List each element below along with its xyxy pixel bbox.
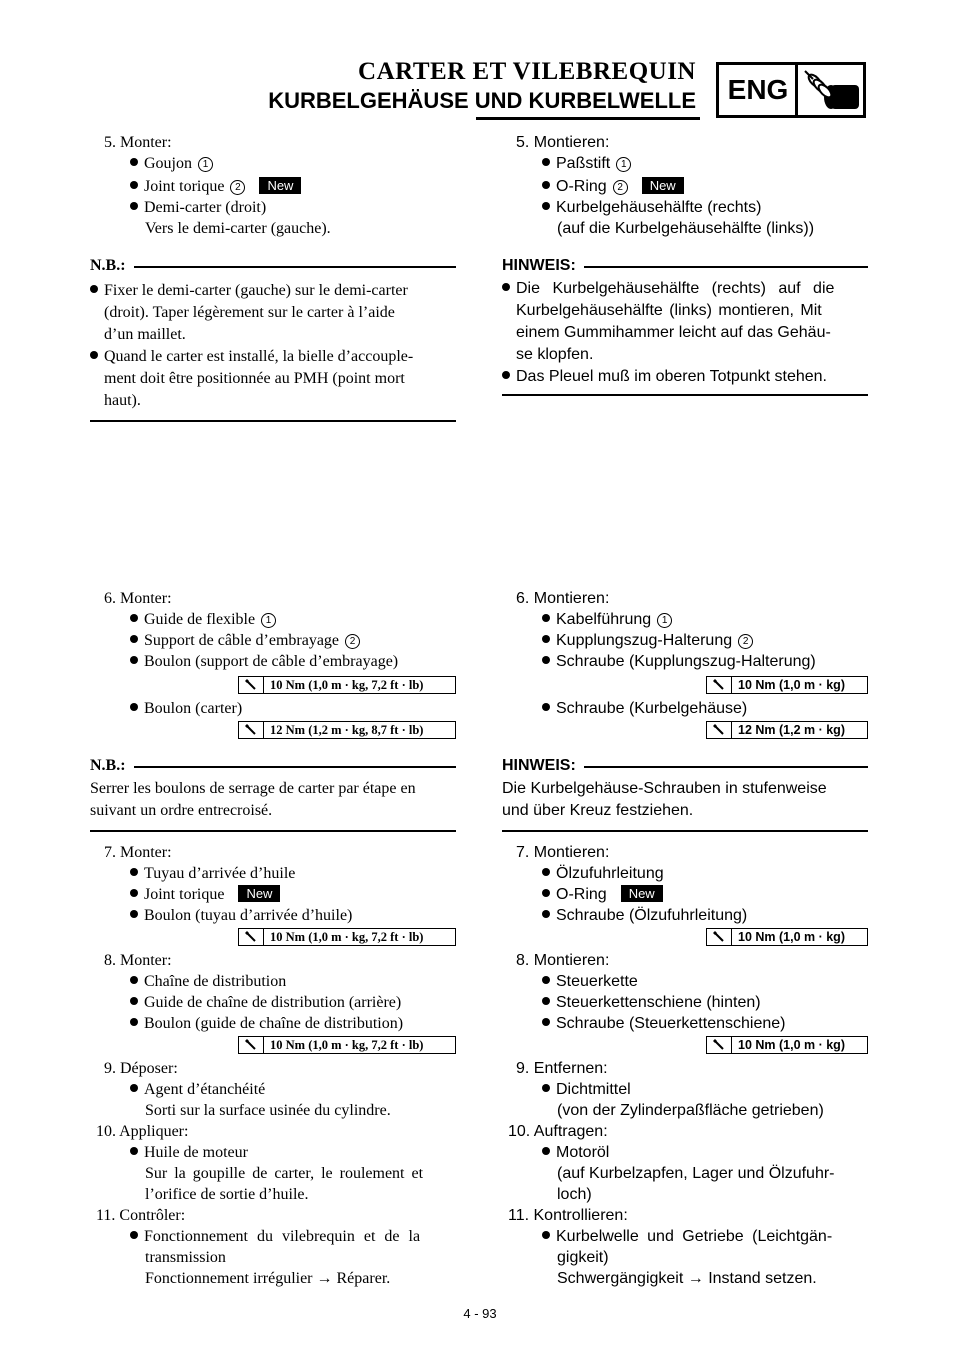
fr-step-7-title: 7. Monter: — [104, 844, 172, 861]
callout-1: 1 — [261, 613, 276, 628]
fr-step-6-item-b: Support de câble d’embrayage 2 — [90, 630, 456, 651]
de-step-5-item-b: O-Ring 2 New — [502, 176, 868, 197]
bullet-icon — [542, 910, 550, 918]
callout-2: 2 — [738, 634, 753, 649]
bullet-icon — [542, 703, 550, 711]
fr-step-5-title: 5. Monter: — [104, 134, 172, 151]
de-step-8-item-a: Steuerkette — [502, 971, 868, 992]
new-badge: New — [259, 177, 301, 194]
de-note-end-rule-2 — [502, 830, 868, 832]
wrench-icon — [707, 677, 732, 693]
de-note-3: Die Kurbelgehäuse-Schrauben in stufenweise und über Kreuz festziehen. — [502, 780, 827, 819]
de-step-10-item-a: Motoröl — [502, 1142, 868, 1163]
de-step-9-title: 9. Entfernen: — [516, 1060, 608, 1077]
fr-step-6-item-a: Guide de flexible 1 — [90, 609, 456, 630]
bullet-icon — [130, 1084, 138, 1092]
fr-step-8-torque: 10 Nm (1,0 m · kg, 7,2 ft · lb) — [90, 1036, 456, 1054]
fr-step-10-item-a: Huile de moteur — [90, 1142, 456, 1163]
de-step-11-item-a: Kurbelwelle und Getriebe (Leichtgän- — [502, 1226, 868, 1247]
de-step-11-title: 11. Kontrollieren: — [508, 1207, 628, 1224]
fr-step-6-item-c: Boulon (support de câble d’embrayage) — [90, 651, 456, 672]
de-step-6-item-b: Kupplungszug-Halterung 2 — [502, 630, 868, 651]
de-step-6-item-a: Kabelführung 1 — [502, 609, 868, 630]
de-step-5-title: 5. Montieren: — [516, 134, 610, 151]
fr-step-8-title: 8. Monter: — [104, 952, 172, 969]
de-step-10-title: 10. Auftragen: — [508, 1123, 608, 1140]
de-note-end-rule — [502, 394, 868, 396]
de-step-9-detail: (von der Zylinderpaßfläche getrieben) — [557, 1102, 824, 1119]
section-badge — [716, 62, 866, 118]
wrench-icon — [239, 722, 264, 738]
bullet-icon — [130, 703, 138, 711]
de-step-7-item-a: Ölzufuhrleitung — [502, 863, 868, 884]
de-step-10-detail-2: loch) — [557, 1186, 592, 1203]
bullet-icon — [542, 656, 550, 664]
bullet-icon — [502, 283, 510, 291]
de-step-8-item-b: Steuerkettenschiene (hinten) — [502, 992, 868, 1013]
bullet-icon — [542, 1147, 550, 1155]
de-step-11-detail-1: gigkeit) — [557, 1249, 609, 1266]
callout-2: 2 — [613, 180, 628, 195]
de-step-8-item-c: Schraube (Steuerkettenschiene) — [502, 1013, 868, 1034]
de-step-9-item-a: Dichtmittel — [502, 1079, 868, 1100]
bullet-icon — [542, 1231, 550, 1239]
badge-label: ENG — [727, 74, 789, 105]
fr-note-3: Serrer les boulons de serrage de carter par étape en suivant un ordre entrecroisé. — [90, 780, 416, 819]
bullet-icon — [130, 202, 138, 210]
fr-note-1: Fixer le demi-carter (gauche) sur le demi-carter (droit). Taper légèrement sur le carter à l’aide d’un maillet. Quand le carter est installé, la bielle d’accouple- ment doit être positionnée au PMH (point mort haut). — [90, 280, 456, 412]
bullet-icon — [542, 1084, 550, 1092]
fr-step-8-item-b: Guide de chaîne de distribution (arrière) — [90, 992, 456, 1013]
badge-divider — [795, 65, 798, 115]
bullet-icon — [542, 158, 550, 166]
de-note-header-2: HINWEIS: — [502, 755, 868, 776]
callout-1: 1 — [657, 613, 672, 628]
fr-step-6-torque-1: 10 Nm (1,0 m · kg, 7,2 ft · lb) — [90, 676, 456, 694]
wrench-icon — [707, 1037, 732, 1053]
bullet-icon — [130, 614, 138, 622]
de-step-5-item-a: Paßstift 1 — [502, 153, 868, 174]
wrench-icon — [239, 677, 264, 693]
bullet-icon — [130, 976, 138, 984]
de-step-5-item-c-detail: (auf die Kurbelgehäusehälfte (links)) — [557, 220, 815, 237]
wrench-icon — [707, 929, 732, 945]
bullet-icon — [130, 997, 138, 1005]
fr-step-5-item-c: Demi-carter (droit) — [90, 197, 456, 218]
de-step-10-detail-1: (auf Kurbelzapfen, Lager und Ölzufuhr- — [557, 1165, 835, 1182]
bullet-icon — [542, 868, 550, 876]
german-column-lower — [502, 588, 868, 1289]
bullet-icon — [542, 181, 550, 189]
fr-step-11-detail-1: transmission — [145, 1249, 226, 1266]
bullet-icon — [90, 351, 98, 359]
fr-step-7-item-a: Tuyau d’arrivée d’huile — [90, 863, 456, 884]
bullet-icon — [90, 285, 98, 293]
fr-note-end-rule — [90, 420, 456, 422]
bullet-icon — [542, 614, 550, 622]
fr-step-7-torque: 10 Nm (1,0 m · kg, 7,2 ft · lb) — [90, 928, 456, 946]
bullet-icon — [542, 976, 550, 984]
bullet-icon — [542, 202, 550, 210]
fr-step-10-detail-1: Sur la goupille de carter, le roulement et — [145, 1165, 424, 1182]
wrench-icon — [239, 1037, 264, 1053]
de-step-8-torque: 10 Nm (1,0 m · kg) — [502, 1036, 868, 1054]
fr-step-11-item-a: Fonctionnement du vilebrequin et de la — [90, 1226, 456, 1247]
fr-step-7-item-c: Boulon (tuyau d’arrivée d’huile) — [90, 905, 456, 926]
bullet-icon — [130, 635, 138, 643]
fr-step-10-detail-2: l’orifice de sortie d’huile. — [145, 1186, 309, 1203]
de-step-6-item-c: Schraube (Kupplungszug-Halterung) — [502, 651, 868, 672]
bullet-icon — [130, 656, 138, 664]
fr-step-9-detail: Sorti sur la surface usinée du cylindre. — [145, 1102, 391, 1119]
fr-step-11-detail-2: Fonctionnement irrégulier → Réparer. — [145, 1270, 391, 1287]
callout-1: 1 — [616, 157, 631, 172]
de-step-7-item-b: O-Ring New — [502, 884, 868, 905]
bullet-icon — [130, 158, 138, 166]
fr-note-header: N.B.: — [90, 255, 456, 276]
bullet-icon — [502, 371, 510, 379]
fr-step-5-item-b: Joint torique 2 New — [90, 176, 456, 197]
fr-step-5-item-a: Goujon 1 — [90, 153, 456, 174]
de-step-11-detail-2: Schwergängigkeit → Instand setzen. — [557, 1270, 817, 1287]
bullet-icon — [130, 1018, 138, 1026]
fr-step-6-title: 6. Monter: — [104, 590, 172, 607]
fr-step-5-item-c-detail: Vers le demi-carter (gauche). — [145, 220, 331, 237]
fr-step-8-item-a: Chaîne de distribution — [90, 971, 456, 992]
de-step-6-torque-2: 12 Nm (1,2 m · kg) — [502, 721, 868, 739]
french-column-lower — [90, 588, 456, 1289]
de-step-8-title: 8. Montieren: — [516, 952, 610, 969]
fr-step-7-item-b: Joint torique New — [90, 884, 456, 905]
page-number: 4 - 93 — [463, 1306, 497, 1321]
de-step-5-item-c: Kurbelgehäusehälfte (rechts) — [502, 197, 868, 218]
fr-step-8-item-c: Boulon (guide de chaîne de distribution) — [90, 1013, 456, 1034]
callout-1: 1 — [198, 157, 213, 172]
fr-step-6-torque-2: 12 Nm (1,2 m · kg, 8,7 ft · lb) — [90, 721, 456, 739]
new-badge: New — [642, 177, 684, 194]
de-step-6-title: 6. Montieren: — [516, 590, 610, 607]
callout-2: 2 — [345, 634, 360, 649]
de-step-6-torque-1: 10 Nm (1,0 m · kg) — [502, 676, 868, 694]
new-badge: New — [238, 885, 280, 902]
de-step-7-item-c: Schraube (Ölzufuhrleitung) — [502, 905, 868, 926]
engine-icon — [801, 67, 863, 113]
de-step-7-title: 7. Montieren: — [516, 844, 610, 861]
bullet-icon — [542, 997, 550, 1005]
de-step-6-item-d: Schraube (Kurbelgehäuse) — [502, 698, 868, 719]
new-badge: New — [621, 885, 663, 902]
de-note-1: Die Kurbelgehäusehälfte (rechts) auf die Kurbelgehäusehälfte (links) montieren, Mit einem Gummihammer leicht auf das Gehäu- se klopfen. Das Pleuel muß im oberen Totpunkt stehen. — [502, 278, 868, 388]
fr-step-9-title: 9. Déposer: — [104, 1060, 178, 1077]
bullet-icon — [542, 1018, 550, 1026]
german-column — [502, 132, 868, 396]
bullet-icon — [130, 181, 138, 189]
de-step-7-torque: 10 Nm (1,0 m · kg) — [502, 928, 868, 946]
bullet-icon — [542, 635, 550, 643]
fr-note-header-2: N.B.: — [90, 755, 456, 776]
fr-step-11-title: 11. Contrôler: — [96, 1207, 186, 1224]
bullet-icon — [130, 910, 138, 918]
header-title-de: KURBELGEHÄUSE UND KURBELWELLE — [268, 88, 696, 113]
fr-step-9-item-a: Agent d’étanchéité — [90, 1079, 456, 1100]
fr-step-6-item-d: Boulon (carter) — [90, 698, 456, 719]
french-column — [90, 132, 456, 422]
fr-note-end-rule-2 — [90, 830, 456, 832]
de-note-header: HINWEIS: — [502, 255, 868, 276]
bullet-icon — [542, 889, 550, 897]
bullet-icon — [130, 868, 138, 876]
bullet-icon — [130, 1147, 138, 1155]
bullet-icon — [130, 1231, 138, 1239]
header-rule — [476, 117, 700, 120]
fr-step-10-title: 10. Appliquer: — [96, 1123, 189, 1140]
header-title-fr: CARTER ET VILEBREQUIN — [358, 58, 696, 85]
wrench-icon — [707, 722, 732, 738]
wrench-icon — [239, 929, 264, 945]
bullet-icon — [130, 889, 138, 897]
callout-2: 2 — [230, 180, 245, 195]
